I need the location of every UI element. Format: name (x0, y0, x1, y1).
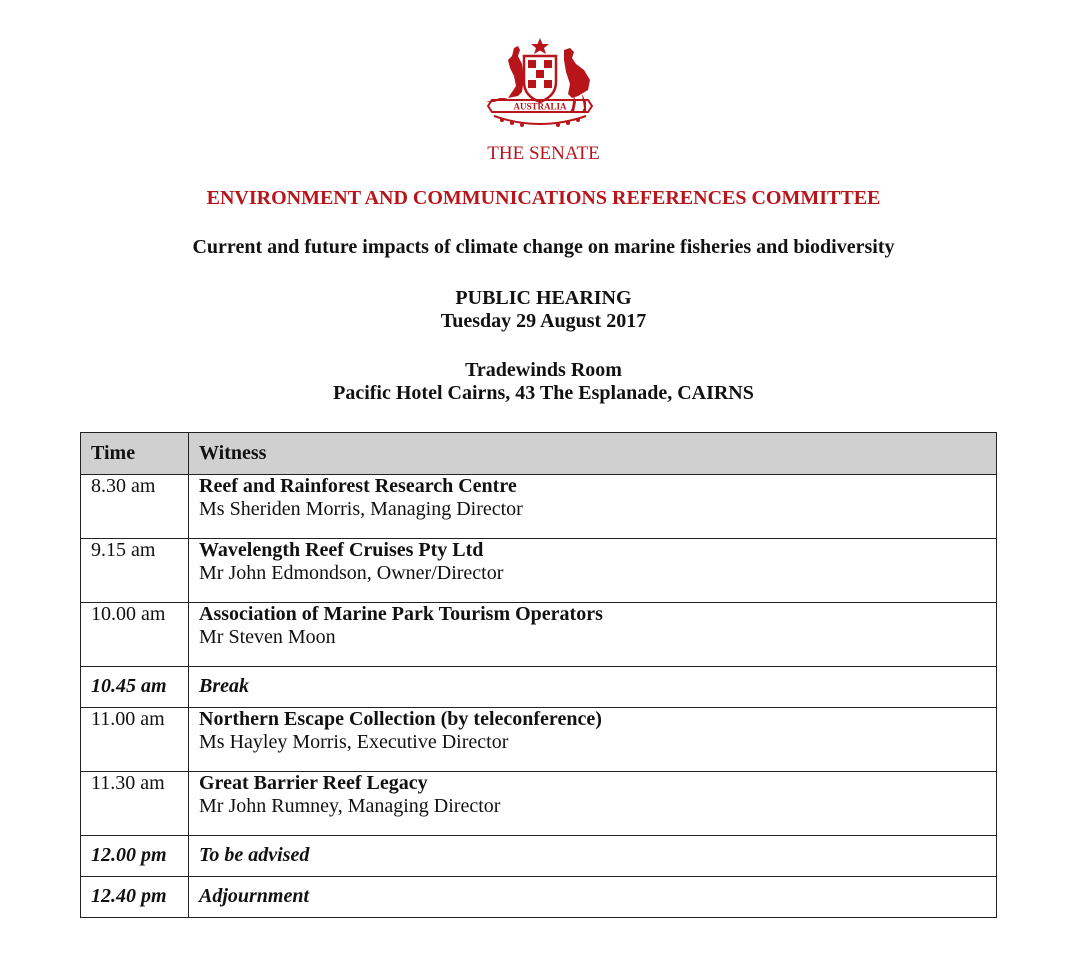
time-cell: 10.45 am (81, 667, 189, 708)
organisation-name: Association of Marine Park Tourism Operators (199, 603, 603, 625)
time-cell: 10.00 am (81, 603, 189, 667)
schedule-table (80, 432, 997, 918)
time-cell: 11.00 am (81, 708, 189, 772)
time-cell: 12.40 pm (81, 877, 189, 918)
svg-text:AUSTRALIA: AUSTRALIA (513, 101, 567, 112)
hearing-info (0, 287, 1087, 333)
witness-name: Ms Sheriden Morris, Managing Director (199, 498, 523, 520)
table-row-advised (81, 836, 997, 877)
witness-cell (189, 772, 997, 836)
witness-cell: Break (189, 667, 997, 708)
time-cell: 8.30 am (81, 475, 189, 539)
organisation-name: Wavelength Reef Cruises Pty Ltd (199, 539, 484, 561)
witness-cell (189, 539, 997, 603)
witness-name: Mr John Rumney, Managing Director (199, 795, 501, 817)
witness-cell: Adjournment (189, 877, 997, 918)
table-row (81, 475, 997, 539)
table-row (81, 708, 997, 772)
hearing-type: PUBLIC HEARING (455, 287, 632, 309)
time-cell: 9.15 am (81, 539, 189, 603)
witness-name: Mr John Edmondson, Owner/Director (199, 562, 504, 584)
coat-of-arms-logo (478, 36, 602, 132)
table-row (81, 772, 997, 836)
time-column-header: Time (81, 433, 189, 475)
witness-name: Mr Steven Moon (199, 626, 336, 648)
venue-address: Pacific Hotel Cairns, 43 The Esplanade, CAIRNS (333, 382, 754, 404)
witness-column-header: Witness (189, 433, 997, 475)
table-header-row (81, 433, 997, 475)
table-row (81, 539, 997, 603)
table-row-break (81, 667, 997, 708)
hearing-date: Tuesday 29 August 2017 (440, 310, 647, 332)
committee-title: ENVIRONMENT AND COMMUNICATIONS REFERENCES COMMITTEE (206, 187, 881, 209)
witness-name: Ms Hayley Morris, Executive Director (199, 731, 509, 753)
organisation-name: Reef and Rainforest Research Centre (199, 475, 517, 497)
venue-room: Tradewinds Room (465, 359, 622, 381)
witness-cell (189, 708, 997, 772)
time-cell: 12.00 pm (81, 836, 189, 877)
witness-cell: To be advised (189, 836, 997, 877)
venue-info (0, 359, 1087, 405)
inquiry-title: Current and future impacts of climate change on marine fisheries and biodiversity (192, 236, 895, 258)
senate-title: THE SENATE (487, 143, 600, 164)
table-row (81, 603, 997, 667)
table-row-adjournment (81, 877, 997, 918)
organisation-name: Northern Escape Collection (by teleconference) (199, 708, 602, 730)
time-cell: 11.30 am (81, 772, 189, 836)
witness-cell (189, 475, 997, 539)
organisation-name: Great Barrier Reef Legacy (199, 772, 428, 794)
witness-cell (189, 603, 997, 667)
